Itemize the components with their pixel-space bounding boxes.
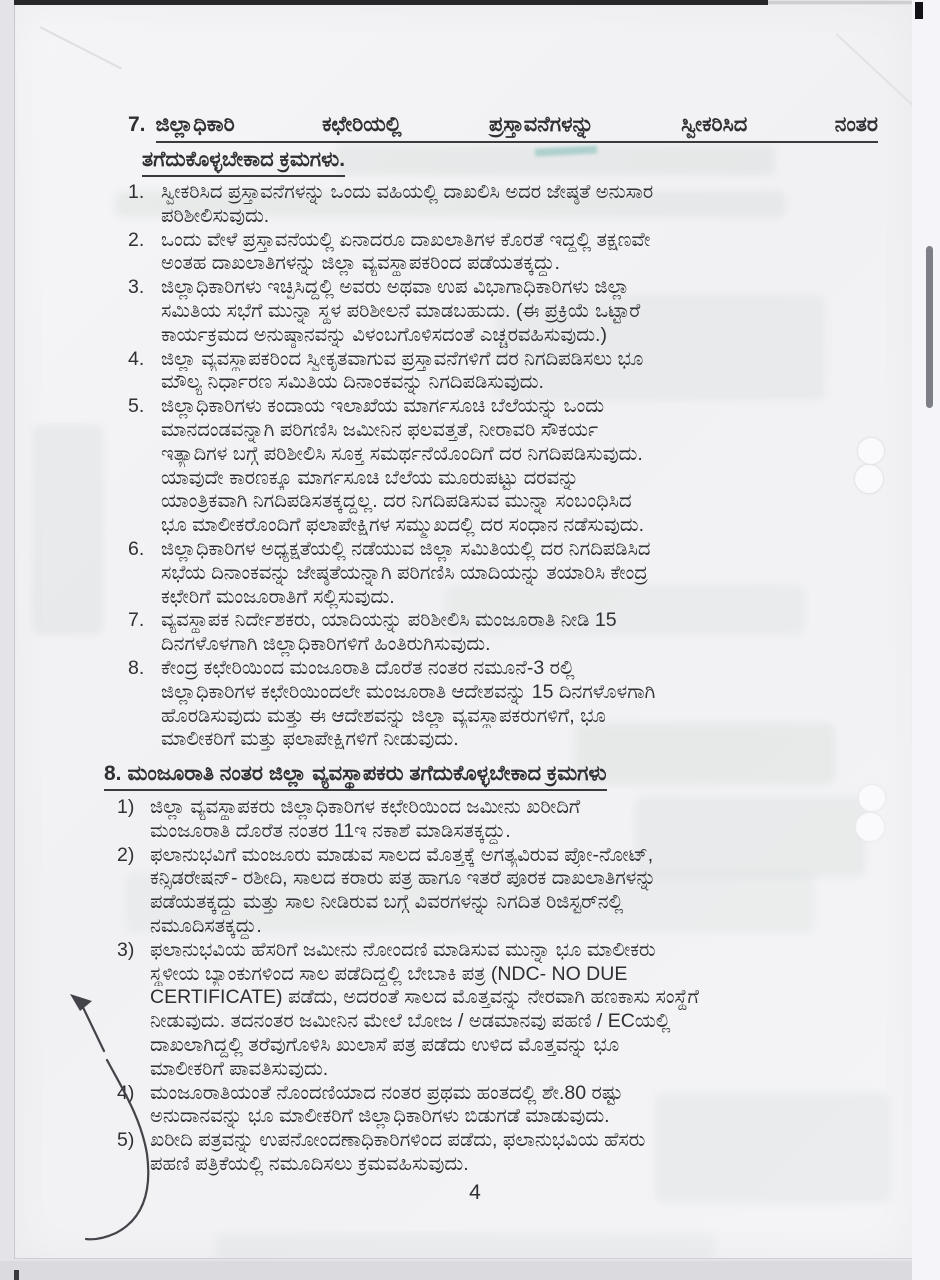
text-line: ಸ್ಥಳೀಯ ಬ್ಯಾಂಕುಗಳಿಂದ ಸಾಲ ಪಡೆದಿದ್ದಲ್ಲಿ ಬೇಬಾಕಿ ಪತ್ರ (NDC- NO DUE (150, 962, 628, 985)
text-line: ನೀಡುವುದು. ತದನಂತರ ಜಮೀನಿನ ಮೇಲೆ ಬೋಜ / ಅಡಮಾನವು ಪಹಣಿ / ECಯಲ್ಲಿ (150, 1010, 671, 1033)
scrollbar[interactable] (926, 246, 933, 408)
item-marker: 3) (117, 938, 135, 961)
text-line: ಕಾರ್ಯಕ್ರಮದ ಅನುಷ್ಠಾನವನ್ನು ವಿಳಂಬಗೊಳಿಸದಂತೆ ಎಚ್ಚರವಹಿಸುವುದು.) (161, 323, 607, 346)
scan-corner-mark-bottom-left (14, 1270, 19, 1280)
text-line: ಅಂತಹ ದಾಖಲಾತಿಗಳನ್ನು ಜಿಲ್ಲಾ ವ್ಯವಸ್ಥಾಪಕರಿಂದ ಪಡೆಯತಕ್ಕದ್ದು. (161, 252, 560, 275)
section-7-list (128, 181, 888, 752)
item-text (150, 844, 893, 939)
text-line: ಸಮಿತಿಯ ಸಭೆಗೆ ಮುನ್ನಾ ಸ್ಥಳ ಪರಿಶೀಲನೆ ಮಾಡಬಹುದು. (ಈ ಪ್ರಕ್ರಿಯೆ ಒಟ್ಟಾರೆ (161, 299, 641, 322)
item-text (161, 538, 888, 609)
text-line: ಜಿಲ್ಲಾಧಿಕಾರಿಗಳು ಕಂದಾಯ ಇಲಾಖೆಯ ಮಾರ್ಗಸೂಚಿ ಬೆಲೆಯನ್ನು ಒಂದು (161, 395, 605, 418)
list-item (117, 1129, 893, 1177)
text-line: ವ್ಯವಸ್ಥಾಪಕ ನಿರ್ದೇಶಕರು, ಯಾದಿಯನ್ನು ಪರಿಶೀಲಿಸಿ ಮಂಜೂರಾತಿ ನೀಡಿ 15 (161, 609, 617, 632)
text-line: ಮಾಲೀಕರಿಗೆ ಮತ್ತು ಫಲಾಪೇಕ್ಷಿಗಳಿಗೆ ನೀಡುವುದು. (161, 728, 459, 751)
text-line: ಕನ್ಸಿಡರೇಷನ್- ರಶೀದಿ, ಸಾಲದ ಕರಾರು ಪತ್ರ ಹಾಗೂ ಇತರೆ ಪೂರಕ ದಾಖಲಾತಿಗಳನ್ನು (150, 867, 657, 890)
title-word: ಜಿಲ್ಲಾಧಿಕಾರಿ (155, 113, 235, 136)
text-line: ಪರಿಶೀಲಿಸುವುದು. (161, 204, 270, 227)
bleed-through-artifact (33, 425, 103, 635)
text-line: ಮಂಜೂರಾತಿ ದೊರೆತ ನಂತರ 11ಇ ನಕಾಶೆ ಮಾಡಿಸತಕ್ಕದ್ದು. (150, 819, 511, 842)
text-line: ಜಿಲ್ಲಾಧಿಕಾರಿಗಳ ಅಧ್ಯಕ್ಷತೆಯಲ್ಲಿ ನಡೆಯುವ ಜಿಲ್ಲಾ ಸಮಿತಿಯಲ್ಲಿ ದರ ನಿಗದಿಪಡಿಸಿದ (161, 537, 651, 560)
text-line: ಫಲಾನುಭವಿಯ ಹೆಸರಿಗೆ ಜಮೀನು ನೋಂದಣಿ ಮಾಡಿಸುವ ಮುನ್ನಾ ಭೂ ಮಾಲೀಕರು (150, 938, 656, 961)
item-text (150, 796, 893, 844)
list-item (128, 395, 888, 538)
list-item (117, 844, 893, 939)
item-marker: 2. (128, 228, 145, 251)
list-item (128, 229, 888, 277)
list-item (117, 796, 893, 844)
scanned-page (14, 5, 913, 1259)
item-text (161, 657, 888, 752)
text-line: CERTIFICATE) ಪಡೆದು, ಅದರಂತೆ ಸಾಲದ ಮೊತ್ತವನ್ನು ನೇರವಾಗಿ ಹಣಕಾಸು ಸಂಸ್ಥೆಗೆ (150, 986, 699, 1009)
title-word: ಪ್ರಸ್ತಾವನೆಗಳನ್ನು (489, 113, 594, 136)
section-8-title (104, 762, 607, 791)
page-number: 4 (469, 1181, 481, 1204)
viewer-bottom-margin (0, 1261, 912, 1280)
text-line: ದಿನಗಳೊಳಗಾಗಿ ಜಿಲ್ಲಾಧಿಕಾರಿಗಳಿಗೆ ಹಿಂತಿರುಗಿಸುವುದು. (161, 633, 491, 656)
section-8-title-text: ಮಂಜೂರಾತಿ ನಂತರ ಜಿಲ್ಲಾ ವ್ಯವಸ್ಥಾಪಕರು ತಗೆದುಕೊಳ್ಳಬೇಕಾದ ಕ್ರಮಗಳು (127, 762, 607, 785)
text-line: ದಾಖಲಾಗಿದ್ದಲ್ಲಿ ತರೆವುಗೊಳಿಸಿ ಖುಲಾಸೆ ಪತ್ರ ಪಡೆದು ಉಳಿದ ಮೊತ್ತವನ್ನು ಭೂ (150, 1033, 620, 1056)
item-text (161, 395, 888, 538)
item-text (161, 609, 888, 657)
section-7-heading-line1 (128, 113, 878, 143)
list-item (128, 181, 888, 229)
item-marker: 8. (128, 656, 145, 679)
title-word: ನಂತರ (834, 113, 878, 136)
text-line: ಸಭೆಯ ದಿನಾಂಕವನ್ನು ಜೇಷ್ಠತೆಯನ್ನಾಗಿ ಪರಿಗಣಿಸಿ ಯಾದಿಯನ್ನು ತಯಾರಿಸಿ ಕೇಂದ್ರ (161, 561, 648, 584)
item-marker: 4. (128, 347, 145, 370)
fold-crease-top-left (40, 26, 123, 70)
text-line: ಮಾನದಂಡವನ್ನಾಗಿ ಪರಿಗಣಿಸಿ ಜಮೀನಿನ ಫಲವತ್ತತೆ, ನೀರಾವರಿ ಸೌಕರ್ಯ (161, 418, 599, 441)
section-8-heading (104, 762, 607, 791)
text-line: ಕೇಂದ್ರ ಕಛೇರಿಯಿಂದ ಮಂಜೂರಾತಿ ದೊರೆತ ನಂತರ ನಮೂನೆ-3 ರಲ್ಲಿ (161, 656, 575, 679)
list-item (128, 538, 888, 609)
text-line: ಖರೀದಿ ಪತ್ರವನ್ನು ಉಪನೋಂದಣಾಧಿಕಾರಿಗಳಿಂದ ಪಡೆದು, ಫಲಾನುಭವಿಯ ಹೆಸರು (150, 1129, 646, 1152)
item-text (161, 348, 888, 396)
text-line: ಹೊರಡಿಸುವುದು ಮತ್ತು ಈ ಆದೇಶವನ್ನು ಜಿಲ್ಲಾ ವ್ಯವಸ್ಥಾಪಕರುಗಳಿಗೆ, ಭೂ (161, 704, 606, 727)
text-line: ಜಿಲ್ಲಾ ವ್ಯವಸ್ಥಾಪಕರಿಂದ ಸ್ವೀಕೃತವಾಗುವ ಪ್ರಸ್ತಾವನೆಗಳಿಗೆ ದರ ನಿಗದಿಪಡಿಸಲು ಭೂ (161, 347, 644, 370)
section-7-number: 7. (128, 113, 146, 136)
list-item (128, 657, 888, 752)
title-word: ಸ್ವೀಕರಿಸಿದ (681, 113, 748, 136)
text-line: ಭೂ ಮಾಲೀಕರೊಂದಿಗೆ ಫಲಾಪೇಕ್ಷಿಗಳ ಸಮ್ಮುಖದಲ್ಲಿ ದರ ಸಂಧಾನ ನಡೆಸುವುದು. (161, 514, 645, 537)
item-marker: 1. (128, 181, 145, 203)
item-marker: 3. (128, 276, 145, 299)
item-marker: 6. (128, 537, 145, 560)
text-line: ಮಂಜೂರಾತಿಯಂತೆ ನೊಂದಣಿಯಾದ ನಂತರ ಪ್ರಥಮ ಹಂತದಲ್ಲಿ ಶೇ.80 ರಷ್ಟು (150, 1081, 623, 1104)
list-item (128, 348, 888, 396)
text-line: ಇತ್ಯಾದಿಗಳ ಬಗ್ಗೆ ಪರಿಶೀಲಿಸಿ ಸೂಕ್ತ ಸಮರ್ಥನೆಯೊಂದಿಗೆ ದರ ನಿಗದಿಪಡಿಸುವುದು. (161, 442, 643, 465)
text-line: ಪಹಣಿ ಪತ್ರಿಕೆಯಲ್ಲಿ ನಮೂದಿಸಲು ಕ್ರಮವಹಿಸುವುದು. (150, 1152, 469, 1175)
text-line: ಮೌಲ್ಯ ನಿರ್ಧಾರಣ ಸಮಿತಿಯ ದಿನಾಂಕವನ್ನು ನಿಗದಿಪಡಿಸುವುದು. (161, 371, 544, 394)
text-line: ಜಿಲ್ಲಾಧಿಕಾರಿಗಳ ಕಛೇರಿಯಿಂದಲೇ ಮಂಜೂರಾತಿ ಆದೇಶವನ್ನು 15 ದಿನಗಳೊಳಗಾಗಿ (161, 680, 656, 703)
list-item (128, 609, 888, 657)
item-marker: 5) (117, 1129, 135, 1152)
section-8-list (117, 796, 893, 1177)
section-7-title-words (156, 113, 878, 143)
text-line: ಕಛೇರಿಗೆ ಮಂಜೂರಾತಿಗೆ ಸಲ್ಲಿಸುವುದು. (161, 585, 395, 608)
scan-corner-mark-top-right (915, 2, 923, 19)
text-line: ಜಿಲ್ಲಾ ವ್ಯವಸ್ಥಾಪಕರು ಜಿಲ್ಲಾಧಿಕಾರಿಗಳ ಕಛೇರಿಯಿಂದ ಜಮೀನು ಖರೀದಿಗೆ (150, 796, 581, 818)
item-marker: 4) (117, 1081, 135, 1104)
text-line: ಸ್ವೀಕರಿಸಿದ ಪ್ರಸ್ತಾವನೆಗಳನ್ನು ಒಂದು ವಹಿಯಲ್ಲಿ ದಾಖಲಿಸಿ ಅದರ ಜೇಷ್ಠತೆ ಅನುಸಾರ (161, 181, 654, 203)
item-text (150, 1129, 893, 1177)
list-item (117, 939, 893, 1082)
item-marker: 7. (128, 609, 145, 632)
item-marker: 1) (117, 796, 135, 818)
viewer-right-margin (912, 0, 940, 1280)
text-line: ಫಲಾನುಭವಿಗೆ ಮಂಜೂರು ಮಾಡುವ ಸಾಲದ ಮೊತ್ತಕ್ಕೆ ಅಗತ್ಯವಿರುವ ಪ್ರೋ-ನೋಟ್, (150, 843, 654, 866)
scan-top-edge-light (768, 1, 912, 4)
list-item (128, 276, 888, 347)
list-item (117, 1082, 893, 1130)
text-line: ಅನುದಾನವನ್ನು ಭೂ ಮಾಲೀಕರಿಗೆ ಜಿಲ್ಲಾಧಿಕಾರಿಗಳು ಬಿಡುಗಡೆ ಮಾಡುವುದು. (150, 1105, 610, 1128)
item-text (161, 276, 888, 347)
text-line: ನಮೂದಿಸತಕ್ಕದ್ದು. (150, 914, 262, 937)
fold-crease-top-right (835, 33, 913, 111)
text-line: ಜಿಲ್ಲಾಧಿಕಾರಿಗಳು ಇಚ್ಛಿಸಿದ್ದಲ್ಲಿ ಅವರು ಅಥವಾ ಉಪ ವಿಭಾಗಾಧಿಕಾರಿಗಳು ಜಿಲ್ಲಾ (161, 276, 630, 299)
scan-top-edge (14, 0, 768, 5)
text-line: ಯಾಂತ್ರಿಕವಾಗಿ ನಿಗದಿಪಡಿಸತಕ್ಕದ್ದಲ್ಲ. ದರ ನಿಗದಿಪಡಿಸುವ ಮುನ್ನಾ ಸಂಬಂಧಿಸಿದ (161, 490, 632, 513)
item-marker: 5. (128, 395, 145, 418)
item-text (150, 939, 893, 1082)
item-text (161, 181, 888, 229)
text-line: ಮಾಲೀಕರಿಗೆ ಪಾವತಿಸುವುದು. (150, 1057, 329, 1080)
item-marker: 2) (117, 843, 135, 866)
item-text (161, 229, 888, 277)
section-8-number: 8. (104, 762, 122, 785)
item-text (150, 1082, 893, 1130)
text-line: ಪಡೆಯತಕ್ಕದ್ದು ಮತ್ತು ಸಾಲ ನೀಡಿರುವ ಬಗ್ಗೆ ವಿವರಗಳನ್ನು ನಿಗದಿತ ರಿಜಿಸ್ಟರ್‌ನಲ್ಲಿ (150, 891, 624, 914)
title-word: ಕಛೇರಿಯಲ್ಲಿ (322, 113, 402, 136)
text-line: ಒಂದು ವೇಳೆ ಪ್ರಸ್ತಾವನೆಯಲ್ಲಿ ಏನಾದರೂ ದಾಖಲಾತಿಗಳ ಕೊರತೆ ಇದ್ದಲ್ಲಿ ತಕ್ಷಣವೇ (161, 228, 651, 251)
bleed-through-artifact (215, 1233, 715, 1259)
text-line: ಯಾವುದೇ ಕಾರಣಕ್ಕೂ ಮಾರ್ಗಸೂಚಿ ಬೆಲೆಯ ಮೂರುಪಟ್ಟು ದರವನ್ನು (161, 466, 579, 489)
section-7-heading-line2: ತಗೆದುಕೊಳ್ಳಬೇಕಾದ ಕ್ರಮಗಳು. (142, 148, 345, 177)
section-7-heading (128, 113, 878, 177)
